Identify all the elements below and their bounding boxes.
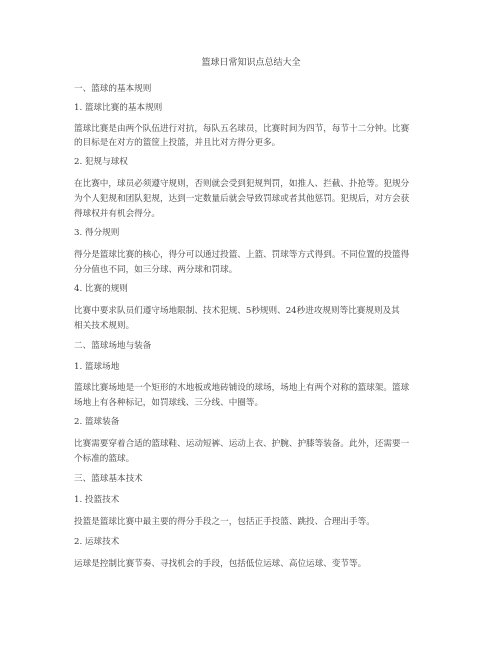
section-heading-court: 二、篮球场地与装备 [74, 341, 152, 351]
paragraph-line: 篮球比赛是由两个队伍进行对抗，每队五名球员，比赛时间为四节，每节十二分钟。比赛 [74, 124, 410, 134]
subheading-basic-rules: 1. 篮球比赛的基本规则 [74, 103, 163, 113]
section-heading-technique: 三、篮球基本技术 [74, 474, 143, 484]
subheading-court: 1. 篮球场地 [74, 362, 120, 372]
subheading-equipment: 2. 篮球装备 [74, 417, 120, 427]
document-title: 篮球日常知识点总结大全 [201, 58, 301, 68]
paragraph-line: 相关技术规则。 [74, 321, 135, 331]
paragraph-line: 比赛中要求队员们遵守场地限制、技术犯规、5秒规则、24秒进攻规则等比赛规则及其 [74, 306, 400, 316]
subheading-game-rules: 4. 比赛的规则 [74, 284, 128, 294]
subheading-shooting: 1. 投篮技术 [74, 495, 120, 505]
subheading-fouls: 2. 犯规与球权 [74, 157, 128, 167]
paragraph-line: 的目标是在对方的篮筐上投篮，并且比对方得分更多。 [74, 138, 281, 148]
paragraph-line: 运球是控制比赛节奏、寻找机会的手段，包括低位运球、高位运球、变节等。 [74, 559, 367, 569]
paragraph-line: 分分值也不同，如三分球、两分球和罚球。 [74, 265, 238, 275]
paragraph-line: 在比赛中，球员必须遵守规则，否则就会受到犯规判罚，如推人、拦截、扑抢等。犯规分 [74, 179, 410, 189]
paragraph-line: 投篮是篮球比赛中最主要的得分手段之一，包括正手投篮、跳投、合理出手等。 [74, 517, 375, 527]
subheading-scoring: 3. 得分规则 [74, 228, 120, 238]
paragraph-line: 个标准的篮球。 [74, 454, 135, 464]
paragraph-line: 场地上有各种标记，如罚球线、三分线、中圈等。 [74, 398, 264, 408]
paragraph-line: 得球权并有机会得分。 [74, 209, 160, 219]
subheading-dribbling: 2. 运球技术 [74, 537, 120, 547]
paragraph-line: 比赛需要穿着合适的篮球鞋、运动短裤、运动上衣、护腕、护膝等装备。此外，还需要一 [74, 439, 410, 449]
paragraph-line: 篮球比赛场地是一个矩形的木地板或地砖铺设的球场，场地上有两个对称的篮球架。篮球 [74, 383, 410, 393]
paragraph-line: 得分是篮球比赛的核心，得分可以通过投篮、上篮、罚球等方式得到。不同位置的投篮得 [74, 250, 410, 260]
section-heading-rules: 一、篮球的基本规则 [74, 84, 152, 94]
paragraph-line: 为个人犯规和团队犯规，达到一定数量后就会导致罚球或者其他惩罚。犯规后，对方会获 [74, 194, 410, 204]
